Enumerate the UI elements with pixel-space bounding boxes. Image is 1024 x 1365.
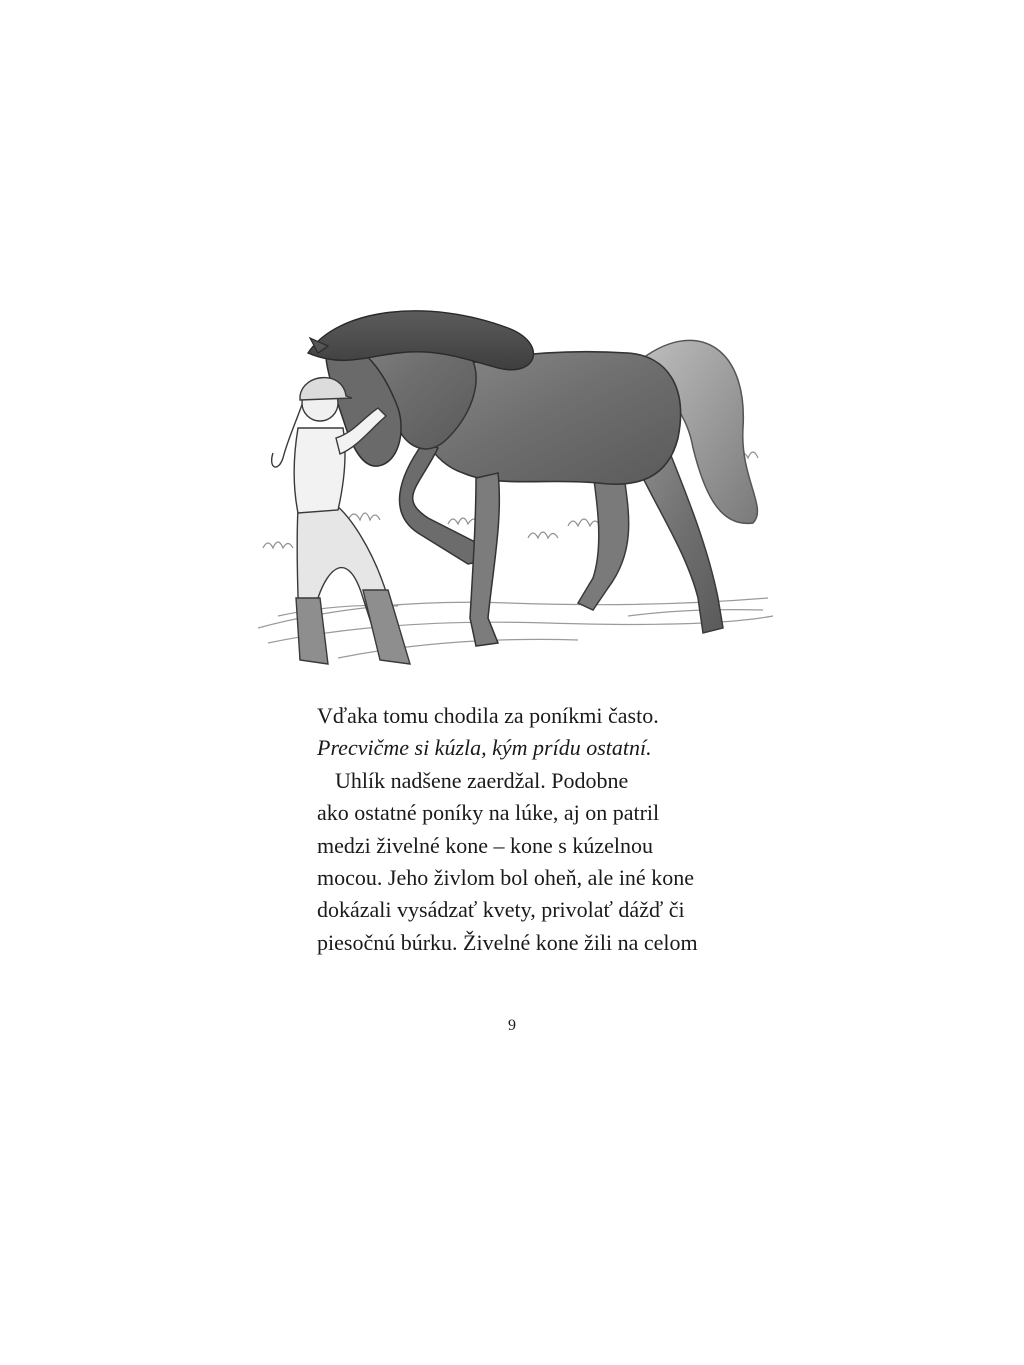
text-line: dokázali vysádzať kvety, privolať dážď či (317, 897, 685, 923)
girl-and-horse-illustration (248, 298, 778, 678)
text-line: Vďaka tomu chodila za poníkmi často. (317, 703, 659, 728)
horse-front-leg-standing (470, 473, 499, 646)
text-line: medzi živelné kone – kone s kúzelnou (317, 832, 654, 858)
text-line-italic: Precvičme si kúzla, kým prídu ostatní. (317, 735, 652, 761)
body-text (317, 700, 737, 959)
page-number: 9 (508, 1017, 516, 1034)
text-line: ako ostatné poníky na lúke, aj on patril (317, 800, 660, 826)
text-line: Uhlík nadšene zaerdžal. Podobne (335, 767, 629, 793)
ground-lines (258, 598, 773, 658)
horse-back-leg-left (578, 468, 629, 610)
text-line: mocou. Jeho živlom bol oheň, ale iné kone (317, 865, 694, 891)
text-line: piesočnú búrku. Živelné kone žili na celom (317, 929, 698, 955)
girl-boots (296, 590, 410, 664)
